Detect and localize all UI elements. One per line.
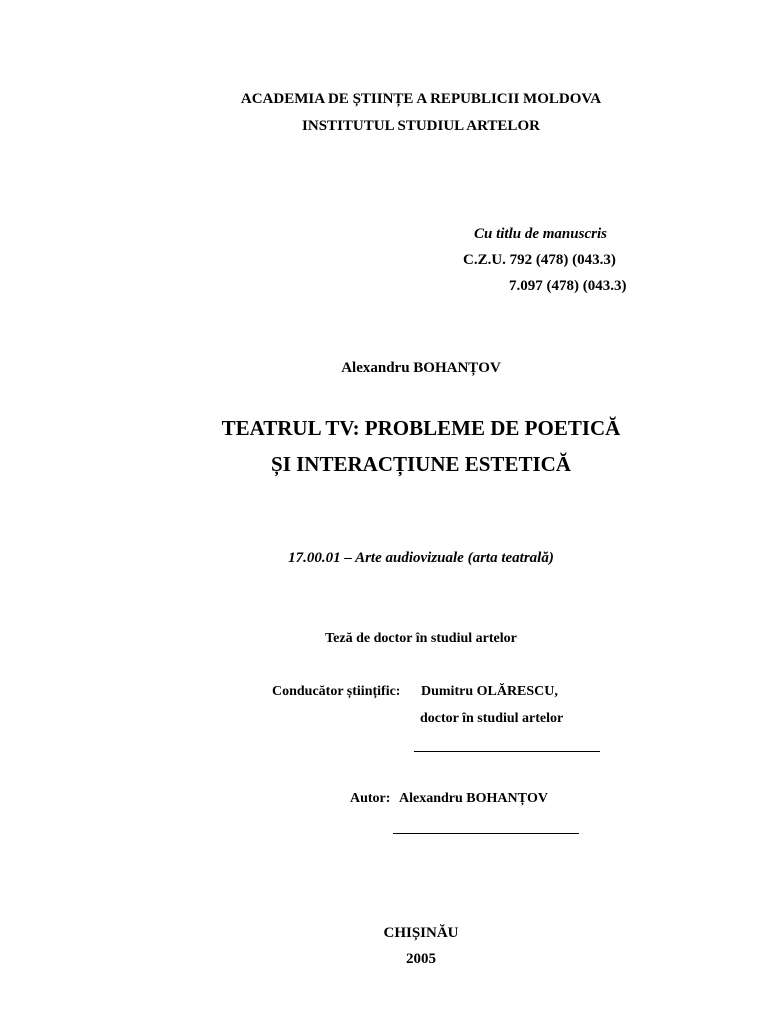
author-name: Alexandru BOHANȚOV [341, 360, 501, 376]
author-signature-line [393, 833, 579, 834]
thesis-title-line-1: TEATRUL TV: PROBLEME DE POETICĂ [221, 416, 621, 440]
specialty-code: 17.00.01 – Arte audiovizuale (arta teatrală) [288, 550, 554, 566]
city: CHIȘINĂU [383, 925, 459, 941]
thesis-type: Teză de doctor în studiul artelor [325, 631, 517, 646]
supervisor-label: Conducător științific: [272, 684, 401, 699]
supervisor-name: Dumitru OLĂRESCU, [421, 684, 558, 699]
supervisor-degree: doctor în studiul artelor [420, 711, 564, 726]
author-signature-name: Alexandru BOHANȚOV [399, 791, 548, 806]
czu-code-1: C.Z.U. 792 (478) (043.3) [463, 252, 616, 268]
manuscript-note: Cu titlu de manuscris [474, 226, 607, 242]
institute-name: INSTITUTUL STUDIUL ARTELOR [302, 118, 540, 134]
year: 2005 [406, 951, 436, 967]
thesis-title-line-2: ȘI INTERACȚIUNE ESTETICĂ [271, 452, 571, 476]
czu-code-2: 7.097 (478) (043.3) [509, 278, 627, 294]
institution-name: ACADEMIA DE ȘTIINȚE A REPUBLICII MOLDOVA [240, 91, 602, 107]
supervisor-signature-line [414, 751, 600, 752]
author-label: Autor: [350, 791, 391, 806]
